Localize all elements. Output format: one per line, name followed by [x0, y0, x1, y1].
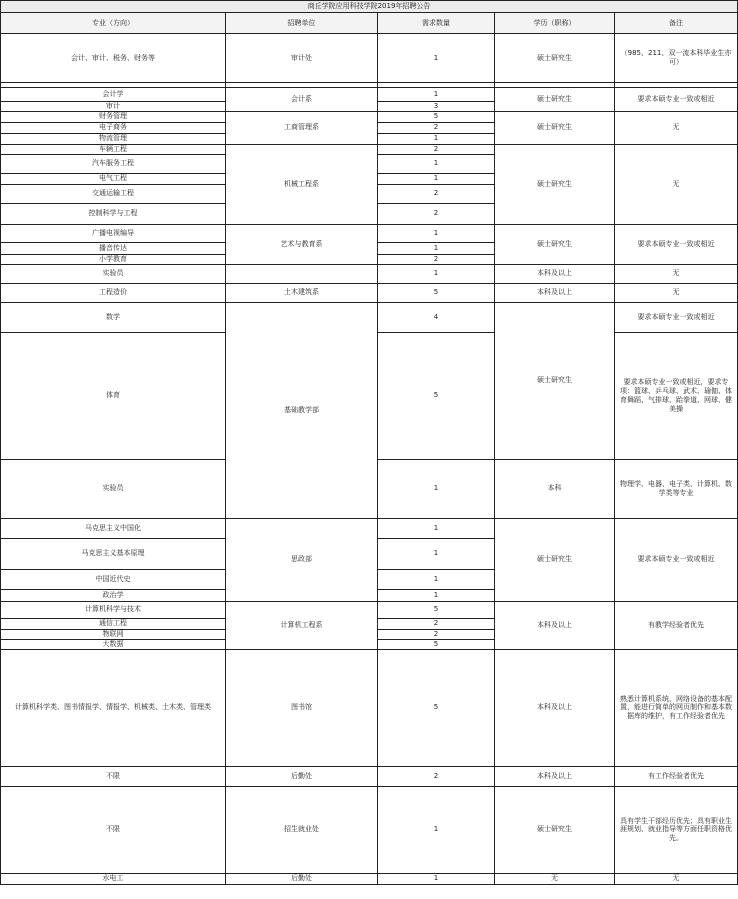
count-cell: 2: [378, 203, 495, 224]
major-cell: 体育: [1, 332, 226, 459]
count-cell: 2: [378, 618, 495, 629]
major-cell: 政治学: [1, 589, 226, 601]
count-cell: 1: [378, 538, 495, 569]
remark-cell: 无: [615, 283, 738, 302]
major-cell: 会计学: [1, 88, 226, 102]
major-cell: 会计、审计、税务、财务等: [1, 34, 226, 83]
header-unit: 招聘单位: [226, 13, 378, 34]
major-cell: 审计: [1, 102, 226, 112]
major-cell: 工程造价: [1, 283, 226, 302]
remark-cell: 要求本硕专业一致或相近: [615, 518, 738, 601]
table-row: [1, 601, 738, 618]
unit-cell: [226, 264, 378, 283]
remark-cell: 要求本硕专业一致或相近，要求专项：篮球、乒乓球、武术、瑜伽、体育舞蹈、气排球、跆拳道、网球、健美操: [615, 332, 738, 459]
major-cell: 不限: [1, 786, 226, 873]
table-row: [1, 34, 738, 83]
count-cell: 1: [378, 264, 495, 283]
major-cell: 播音传达: [1, 242, 226, 254]
count-cell: 5: [378, 111, 495, 122]
header-row: [1, 13, 738, 34]
table-row: [1, 766, 738, 786]
count-cell: 5: [378, 639, 495, 649]
count-cell: 2: [378, 766, 495, 786]
remark-cell: 无: [615, 264, 738, 283]
count-cell: 1: [378, 569, 495, 589]
count-cell: 5: [378, 332, 495, 459]
remark-cell: 熟悉计算机系统，网络设备的基本配置，能进行简单的网页制作和基本数据库的维护，有工作经验者优先: [615, 649, 738, 766]
table-row: [1, 873, 738, 884]
degree-cell: 本科及以上: [495, 264, 615, 283]
table-row: [1, 649, 738, 766]
major-cell: 实验员: [1, 459, 226, 518]
remark-cell: 要求本硕专业一致或相近: [615, 224, 738, 264]
major-cell: 财务管理: [1, 111, 226, 122]
table-row: [1, 111, 738, 122]
major-cell: 物联网: [1, 629, 226, 639]
major-cell: 大数据: [1, 639, 226, 649]
table-row: [1, 88, 738, 102]
remark-cell: 有教学经验者优先: [615, 601, 738, 649]
major-cell: 水电工: [1, 873, 226, 884]
degree-cell: 硕士研究生: [495, 786, 615, 873]
unit-cell: 后勤处: [226, 766, 378, 786]
unit-cell: 招生就业处: [226, 786, 378, 873]
major-cell: 不限: [1, 766, 226, 786]
degree-cell: 硕士研究生: [495, 302, 615, 459]
header-remark: 备注: [615, 13, 738, 34]
count-cell: 1: [378, 459, 495, 518]
degree-cell: 本科及以上: [495, 649, 615, 766]
count-cell: 2: [378, 144, 495, 154]
count-cell: 2: [378, 254, 495, 264]
degree-cell: 硕士研究生: [495, 518, 615, 601]
count-cell: 1: [378, 34, 495, 83]
major-cell: 车辆工程: [1, 144, 226, 154]
unit-cell: 基础教学部: [226, 302, 378, 518]
header-count: 需求数量: [378, 13, 495, 34]
remark-cell: 无: [615, 873, 738, 884]
count-cell: 1: [378, 224, 495, 242]
major-cell: 小学教育: [1, 254, 226, 264]
count-cell: 2: [378, 122, 495, 133]
degree-cell: 硕士研究生: [495, 111, 615, 144]
remark-cell: 具有学生干部经历优先；具有职业生涯规划、就业指导等方面任职资格优先。: [615, 786, 738, 873]
count-cell: 1: [378, 786, 495, 873]
table-row: [1, 283, 738, 302]
major-cell: 马克思主义基本原理: [1, 538, 226, 569]
unit-cell: 会计系: [226, 88, 378, 112]
degree-cell: 本科及以上: [495, 283, 615, 302]
degree-cell: 硕士研究生: [495, 88, 615, 112]
remark-cell: 要求本硕专业一致或相近: [615, 88, 738, 112]
major-cell: 计算机科学类、图书情报学、情报学、机械类、土木类、管理类: [1, 649, 226, 766]
count-cell: 1: [378, 133, 495, 144]
remark-cell: 物理学、电器、电子类、计算机、数学类等专业: [615, 459, 738, 518]
table-row: [1, 518, 738, 538]
major-cell: 数学: [1, 302, 226, 332]
count-cell: 1: [378, 518, 495, 538]
degree-cell: 无: [495, 873, 615, 884]
major-cell: 计算机科学与技术: [1, 601, 226, 618]
header-major: 专业（方向）: [1, 13, 226, 34]
unit-cell: 土木建筑系: [226, 283, 378, 302]
degree-cell: 硕士研究生: [495, 224, 615, 264]
major-cell: 实验员: [1, 264, 226, 283]
count-cell: 5: [378, 283, 495, 302]
table-row: [1, 224, 738, 242]
unit-cell: 思政部: [226, 518, 378, 601]
unit-cell: 艺术与教育系: [226, 224, 378, 264]
unit-cell: 计算机工程系: [226, 601, 378, 649]
unit-cell: 工商管理系: [226, 111, 378, 144]
table-row: [1, 302, 738, 332]
remark-cell: 无: [615, 111, 738, 144]
table-row: [1, 264, 738, 283]
count-cell: 1: [378, 88, 495, 102]
major-cell: 电子商务: [1, 122, 226, 133]
table-row: [1, 144, 738, 154]
header-degree: 学历（职称）: [495, 13, 615, 34]
count-cell: 5: [378, 649, 495, 766]
count-cell: 1: [378, 873, 495, 884]
page-title: 商丘学院应用科技学院2019年招聘公告: [1, 1, 738, 13]
count-cell: 1: [378, 242, 495, 254]
degree-cell: 硕士研究生: [495, 34, 615, 83]
major-cell: 中国近代史: [1, 569, 226, 589]
count-cell: 5: [378, 601, 495, 618]
degree-cell: 本科: [495, 459, 615, 518]
remark-cell: 无: [615, 144, 738, 224]
major-cell: 通信工程: [1, 618, 226, 629]
table-row: [1, 786, 738, 873]
count-cell: 2: [378, 629, 495, 639]
major-cell: 控制科学与工程: [1, 203, 226, 224]
count-cell: 4: [378, 302, 495, 332]
degree-cell: 硕士研究生: [495, 144, 615, 224]
major-cell: 广播电视编导: [1, 224, 226, 242]
count-cell: 1: [378, 589, 495, 601]
remark-cell: 有工作经验者优先: [615, 766, 738, 786]
count-cell: 1: [378, 173, 495, 184]
unit-cell: 审计处: [226, 34, 378, 83]
count-cell: 1: [378, 154, 495, 173]
title-row: [1, 1, 738, 13]
count-cell: 2: [378, 184, 495, 203]
major-cell: 电气工程: [1, 173, 226, 184]
unit-cell: 图书馆: [226, 649, 378, 766]
major-cell: 物流管理: [1, 133, 226, 144]
degree-cell: 本科及以上: [495, 601, 615, 649]
unit-cell: 机械工程系: [226, 144, 378, 224]
major-cell: 交通运输工程: [1, 184, 226, 203]
remark-cell: 要求本硕专业一致或相近: [615, 302, 738, 332]
major-cell: 马克思主义中国化: [1, 518, 226, 538]
count-cell: 3: [378, 102, 495, 112]
unit-cell: 后勤处: [226, 873, 378, 884]
degree-cell: 本科及以上: [495, 766, 615, 786]
major-cell: 汽车服务工程: [1, 154, 226, 173]
remark-cell: （985、211、双一流本科毕业生亦可）: [615, 34, 738, 83]
